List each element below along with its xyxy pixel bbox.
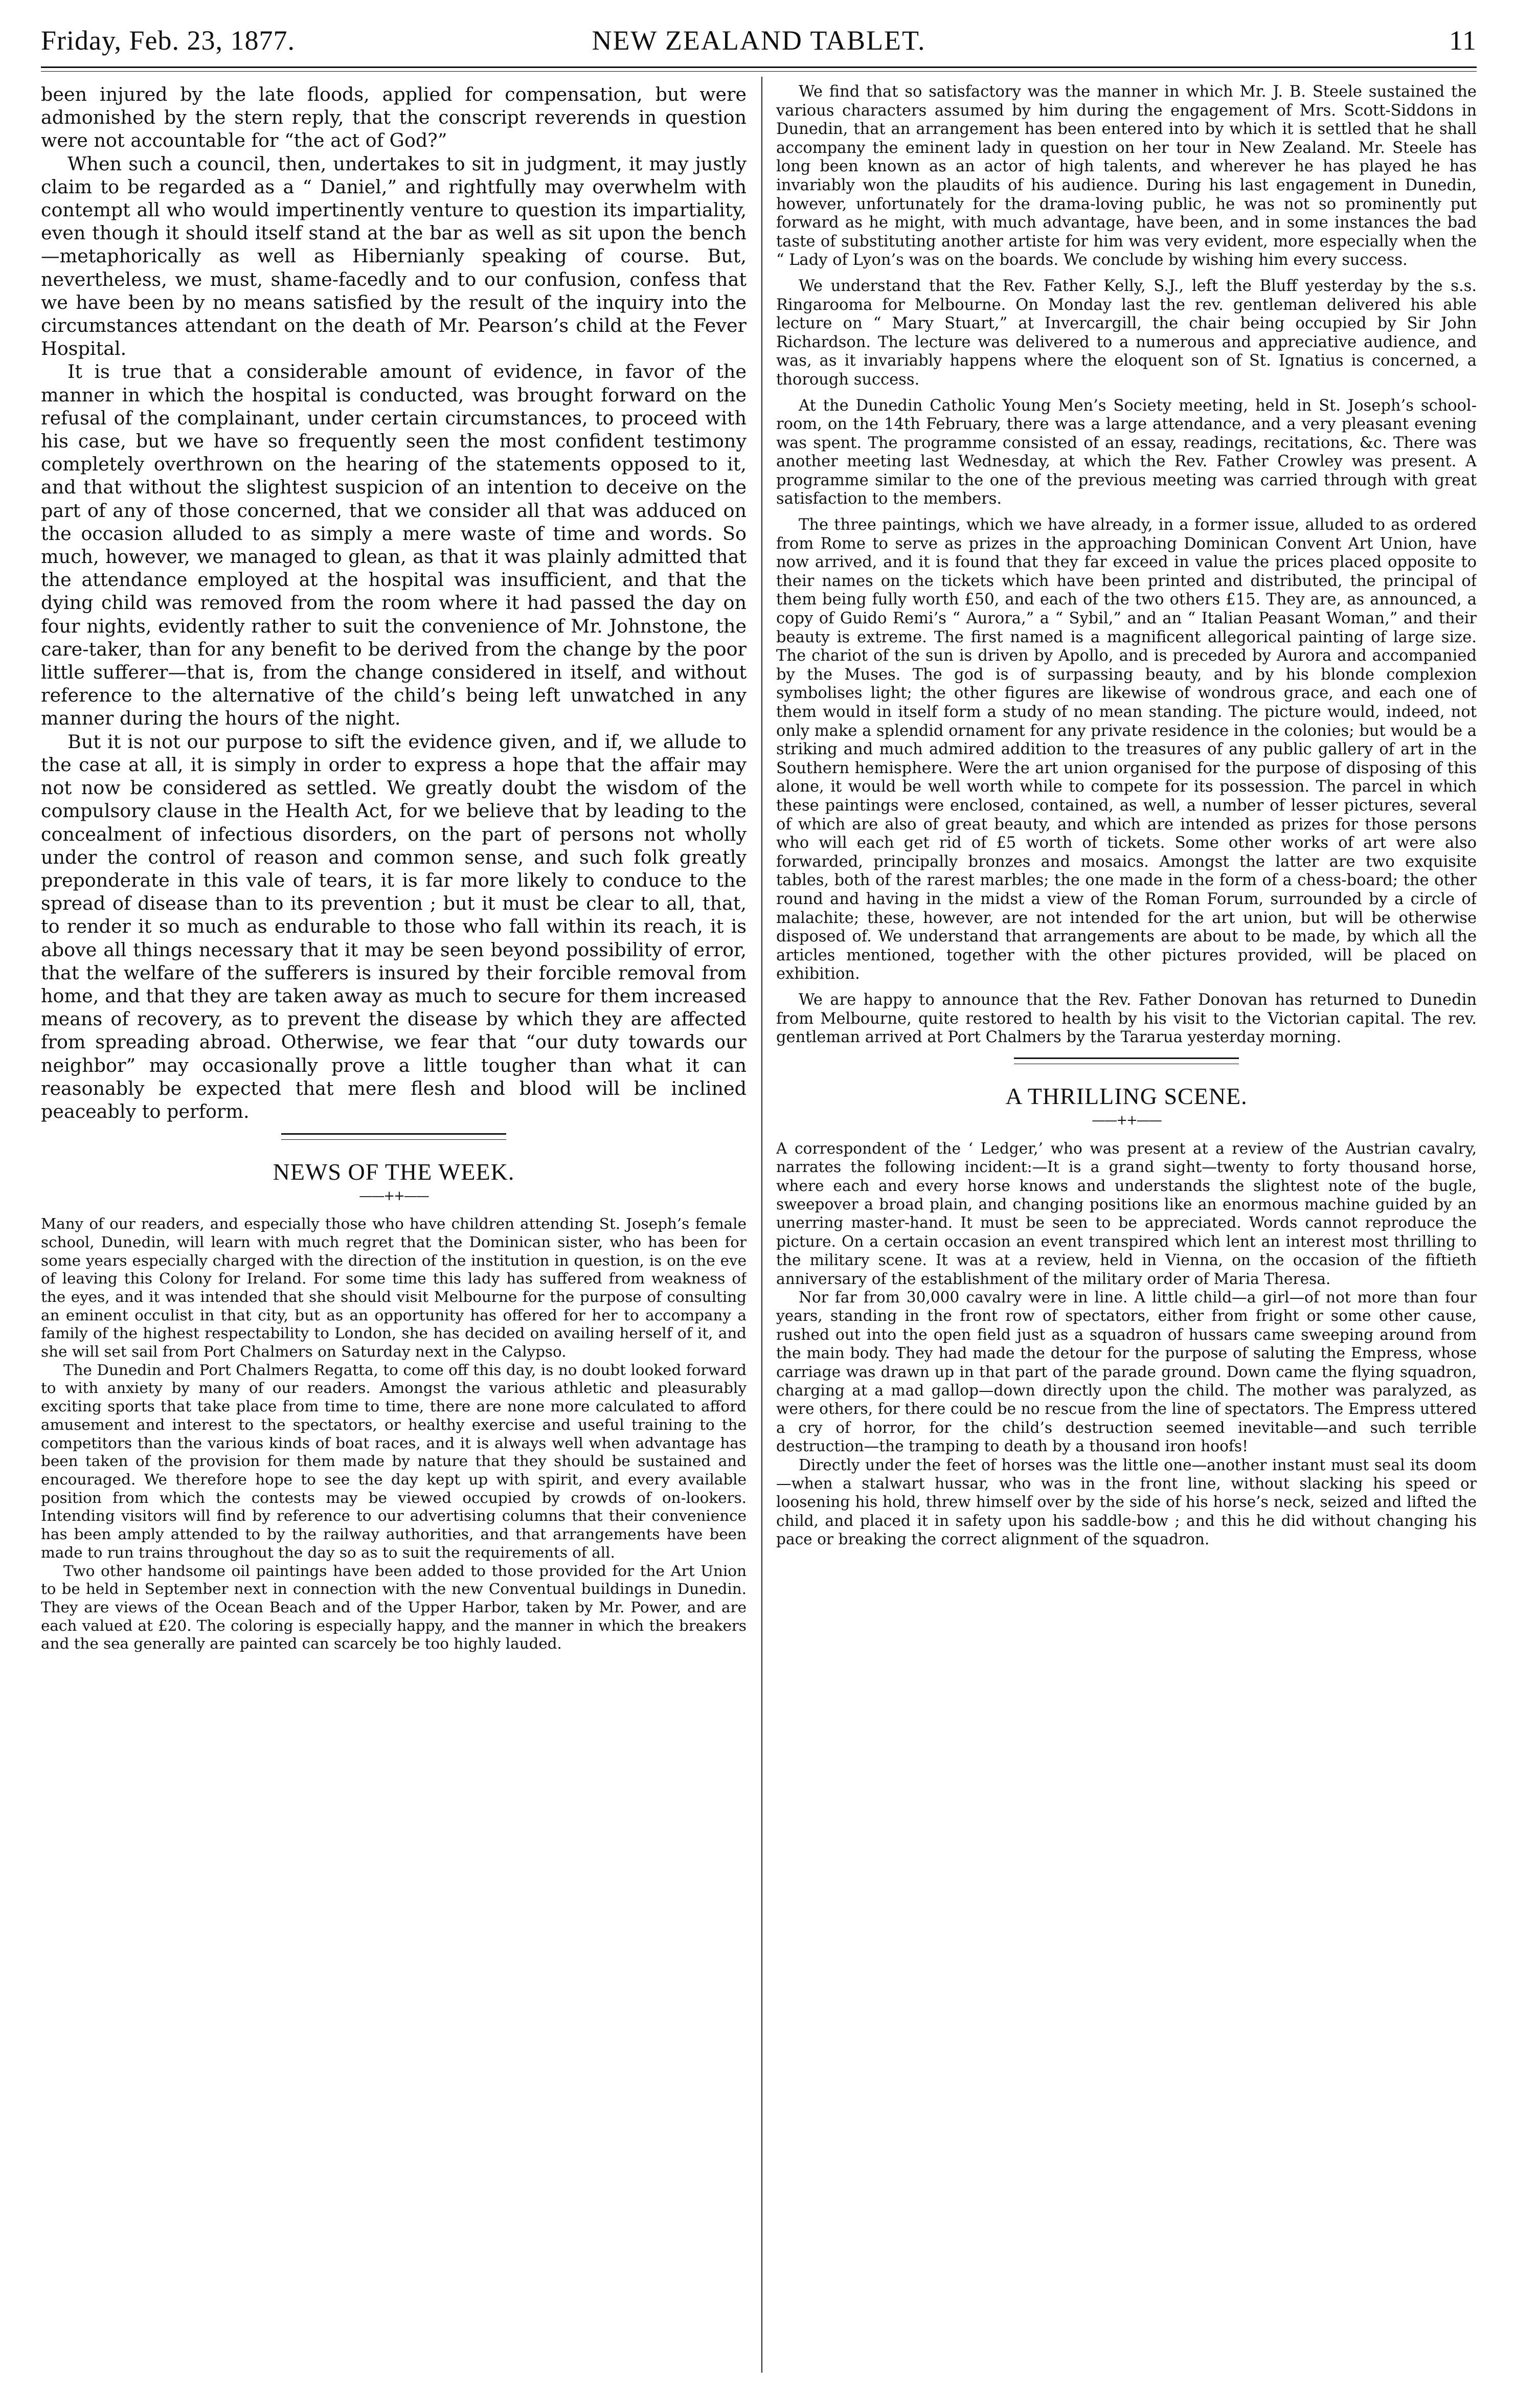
article-paragraph: been injured by the late floods, applied for compensation, but were admonished by the stern reply, that the conscript reverends in question were not accountable for “the act of God?” — [41, 83, 747, 152]
news-item-paragraph: We are happy to announce that the Rev. Father Donovan has returned to Dunedin from Melbourne, quite restored to health by his visit to the Victorian capital. The rev. gentleman arrived at Port Chalmers by the Tararua yesterday morning. — [776, 991, 1477, 1047]
left-column — [41, 83, 747, 2404]
news-of-the-week-section — [41, 1215, 747, 1653]
news-paragraph: Two other handsome oil paintings have been added to those provided for the Art Union to be held in September next in connection with the new Conventual buildings in Dunedin. They are views of the Ocean Beach and of the Upper Harbor, taken by Mr. Power, and are each valued at £20. The coloring is especially happy, and the manner in which the breakers and the sea generally are painted can scarcely be too highly lauded. — [41, 1562, 747, 1653]
section-rule — [1014, 1057, 1239, 1064]
article-paragraph: When such a council, then, undertakes to sit in judgment, it may justly claim to be regarded as a “ Daniel,” and rightfully may overwhelm with contempt all who would impertinently venture to question its impartiality, even though it should itself stand at the bar as well as sit upon the bench—metaphorically as well as Hibernianly speaking of course. But, nevertheless, we must, shame-facedly and to our confusion, confess that we have been by no means satisfied by the result of the inquiry into the circumstances attendant on the death of Mr. Pearson’s child at the Fever Hospital. — [41, 152, 747, 360]
column-divider — [761, 77, 762, 2373]
page-header — [41, 17, 1477, 69]
news-of-the-week-title: NEWS OF THE WEEK. — [273, 1159, 515, 1185]
page-number: 11 — [1449, 25, 1477, 56]
story-paragraph: Directly under the feet of horses was the little one—another instant must seal its doom—when a stalwart hussar, who was in the front line, without slacking his speed or loosening his hold, threw himself over by the side of his horse’s neck, seized and lifted the child, and placed it in safety upon his saddle-bow ; and this he did without changing his pace or breaking the correct alignment of the squadron. — [776, 1456, 1477, 1548]
article-paragraph: But it is not our purpose to sift the evidence given, and if, we allude to the case at all, it is simply in order to express a hope that the affair may not now be considered as settled. We greatly doubt the wisdom of the compulsory clause in the Health Act, for we believe that by leading to the concealment of infectious disorders, on the part of persons not wholly under the control of reason and common sense, and such folk greatly preponderate in this vale of tears, it is far more likely to conduce to the spread of disease than to its prevention ; but it must be clear to all, that, to render it so much as endurable to those who fall within its reach, it is above all things necessary that it may be seen beyond possibility of error, that the welfare of the sufferers is insured by their forcible removal from home, and that they are taken away as much to secure for them increased means of recovery, as to prevent the disease by which they are affected from spreading abroad. Otherwise, we fear that “our duty towards our neighbor” may occasionally prove a little tougher than what it can reasonably be expected that mere flesh and blood will be inclined peaceably to perform. — [41, 730, 747, 1122]
story-paragraph: A correspondent of the ‘ Ledger,’ who was present at a review of the Austrian cavalry, narrates the following incident:—It is a grand sight—twenty to forty thousand horse, where each and every horse knows and understands the slightest note of the bugle, sweepover a broad plain, and changing positions like an enormous machine guided by an unerring master-hand. It must be seen to be appreciated. Words cannot reproduce the picture. On a certain occasion an event transpired which lent an interest most thrilling to the military scene. It was at a review, held in Vienna, on the occasion of the fiftieth anniversary of the establishment of the military order of Maria Theresa. — [776, 1139, 1477, 1288]
news-paragraph: The Dunedin and Port Chalmers Regatta, to come off this day, is no doubt looked forward to with anxiety by many of our readers. Amongst the various athletic and pleasurably exciting sports that take place from time to time, there are none more calculated to afford amusement and interest to the spectators, or healthy exercise and useful training to the competitors than the various kinds of boat races, and it is always well when advantage has been taken of the provision for them made by nature that they should be sustained and encouraged. We therefore hope to see the day kept up with spirit, and every available position from which the contests may be viewed occupied by crowds of on-lookers. Intending visitors will find by reference to our advertising columns that their convenience has been amply attended to by the railway authorities, and that arrangements have been made to run trains throughout the day so as to suit the requirements of all. — [41, 1361, 747, 1561]
masthead-title: NEW ZEALAND TABLET. — [592, 25, 926, 56]
issue-date: Friday, Feb. 23, 1877. — [41, 25, 295, 56]
title-ornament: ——++—— — [1092, 1112, 1161, 1128]
news-paragraph: Many of our readers, and especially those who have children attending St. Joseph’s female school, Dunedin, will learn with much regret that the Dominican sister, who has been for some years especially charged with the direction of the institution in question, is on the eve of leaving this Colony for Ireland. For some time this lady has suffered from weakness of the eyes, and it was intended that she should visit Melbourne for the purpose of consulting an eminent occulist in that city, but as an opportunity has offered for her to accompany a family of the highest respectability to London, she has decided on availing herself of it, and she will set sail from Port Chalmers on Saturday next in the Calypso. — [41, 1215, 747, 1361]
story-paragraph: Nor far from 30,000 cavalry were in line. A little child—a girl—of not more than four years, standing in the front row of spectators, either from fright or some other cause, rushed out into the open field just as a squadron of hussars came sweeping around from the main body. They had made the detour for the purpose of saluting the Empress, whose carriage was drawn up in that part of the parade ground. Down came the flying squadron, charging at a mad gallop—down directly upon the child. The mother was paralyzed, as were others, for there could be no rescue from the line of spectators. The Empress uttered a cry of horror, for the child’s destruction seemed inevitable—and such terrible destruction—the tramping to death by a thousand iron hoofs! — [776, 1288, 1477, 1455]
news-item-paragraph: We understand that the Rev. Father Kelly, S.J., left the Bluff yesterday by the s.s. Ringarooma for Melbourne. On Monday last the rev. gentleman delivered his able lecture on “ Mary Stuart,” at Invercargill, the chair being occupied by Sir John Richardson. The lecture was delivered to a numerous and appreciative audience, and was, as it invariably happens where the eloquent son of St. Ignatius is concerned, a thorough success. — [776, 277, 1477, 389]
title-ornament: ——++—— — [359, 1188, 428, 1204]
editorial-article — [41, 83, 747, 1123]
news-item-paragraph: At the Dunedin Catholic Young Men’s Society meeting, held in St. Joseph’s school-room, on the 14th February, there was a large attendance, and a very pleasant evening was spent. The programme consisted of an essay, readings, recitations, &c. There was another meeting last Wednesday, at which the Rev. Father Crowley was present. A programme similar to the one of the previous meeting was carried through with great satisfaction to the members. — [776, 396, 1477, 508]
news-item-paragraph: We find that so satisfactory was the manner in which Mr. J. B. Steele sustained the various characters assumed by him during the engagement of Mrs. Scott-Siddons in Dunedin, that an arrangement has been entered into by which it is settled that he shall accompany the eminent lady in question on her tour in New Zealand. Mr. Steele has long been known as an actor of high talents, and wherever he has played he has invariably won the plaudits of his audience. During his last engagement in Dunedin, however, unfortunately for the drama-loving public, he was not so prominently put forward as he might, with much advantage, have been, and in some instances the bad taste of substituting another artiste for him was very evident, more especially when the “ Lady of Lyon’s was on the boards. We conclude by wishing him every success. — [776, 83, 1477, 269]
article-paragraph: It is true that a considerable amount of evidence, in favor of the manner in which the hospital is conducted, was brought forward on the refusal of the complainant, under certain circumstances, to proceed with his case, but we have so frequently seen the most confident testimony completely overthrown on the hearing of the statements opposed to it, and that without the slightest suspicion of an intention to deceive on the part of any of those concerned, that we consider all that was adduced on the occasion alluded to as simply a mere waste of time and words. So much, however, we managed to glean, as that it was plainly admitted that the attendance employed at the hospital was insufficient, and that the dying child was removed from the room where it had passed the day on four nights, evidently rather to suit the convenience of Mr. Johnstone, the care-taker, than for any benefit to be derived from the change by the poor little sufferer—that is, from the change considered in itself, and without reference to the alternative of the child’s being left unwatched in any manner during the hours of the night. — [41, 361, 747, 730]
thrilling-scene-title: A THRILLING SCENE. — [1005, 1083, 1248, 1109]
right-column — [776, 83, 1477, 2404]
news-item-paragraph: The three paintings, which we have already, in a former issue, alluded to as ordered from Rome to serve as prizes in the approaching Dominican Convent Art Union, have now arrived, and it is found that they far exceed in value the prices placed opposite to their names on the tickets which have been printed and distributed, the principal of them being fully worth £50, and each of the two others £15. They are, as announced, a copy of Guido Remi’s “ Aurora,” a “ Sybil,” and an “ Italian Peasant Woman,” and their beauty is extreme. The first named is a magnificent allegorical painting of large size. The chariot of the sun is driven by Apollo, and is preceded by Aurora and accompanied by the Muses. The god is of surpassing beauty, and by his blonde complexion symbolises light; the other figures are likewise of wondrous grace, and each one of them would in itself form a study of no mean standing. The picture would, indeed, not only make a splendid ornament for any private residence in the colonies; but would be a striking and much admired addition to the treasures of any public gallery of art in the Southern hemisphere. Were the art union organised for the purpose of disposing of this alone, it would be well worth while to compete for its possession. The parcel in which these paintings were enclosed, contained, as well, a number of lesser pictures, several of which are also of great beauty, and which are intended as prizes for those persons who will each get rid of £5 worth of tickets. Some other works of art were also forwarded, principally bronzes and mosaics. Amongst the latter are two exquisite tables, both of the rarest marbles; the one made in the form of a chess-board; the other round and having in the midst a view of the Roman Forum, surrounded by a circle of malachite; these, however, are not intended for the art union, but will be otherwise disposed of. We understand that arrangements are about to be made, by which all the articles mentioned, together with the other pictures provided, will be placed on exhibition. — [776, 516, 1477, 983]
news-items — [776, 83, 1477, 1047]
section-rule — [281, 1133, 506, 1140]
header-rule — [41, 66, 1477, 72]
thrilling-scene-section — [776, 1139, 1477, 1549]
